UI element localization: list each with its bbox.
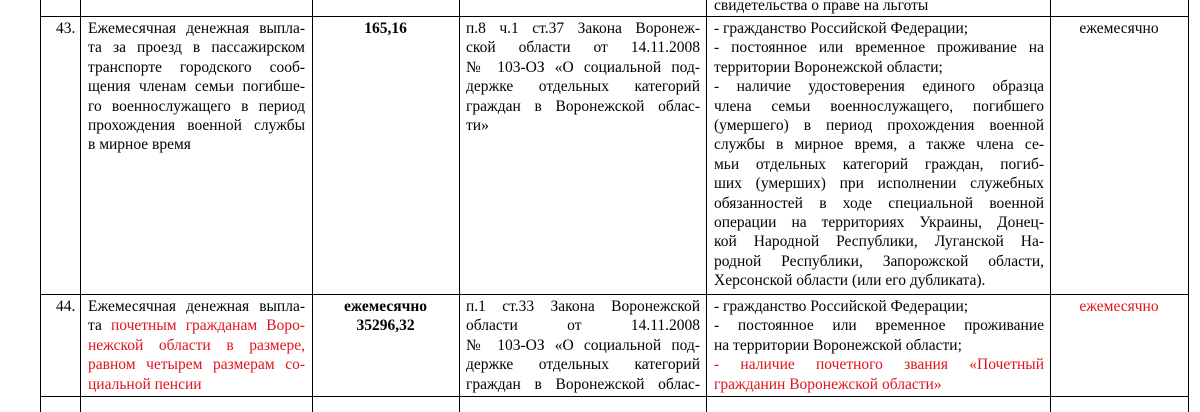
previous-row-conditions-fragment: свидетельства о праве на льготы (714, 0, 929, 14)
row-border-bottom (40, 396, 1188, 397)
row-44-legal-basis: п.1 ст.33 Закона Воронежской области от 14.11.2008 № 103-ОЗ «О социальной под- держке отдельных категорий граждан в Воронежской облас- (466, 298, 700, 393)
row-43-conditions: - гражданство Российской Федерации; - постоянное или временное проживание на территории Воронежской области; - наличие удостоверения единого образца члена семьи военнослужащего, погибшего (умершего) в период прохождения военной службы в мирное время, а также члена се- мьи отдельных категорий граждан, погиб- ших (умерших) при исполнении служебных обязанностей в ходе специальной военной операции на территориях Украины, Донец- кой Народной Республики, Луганской На- родной Республики, Запорожской области, Херсонской области (или его дубликата). (714, 20, 1044, 290)
row-43-legal-basis: п.8 ч.1 ст.37 Закона Воронеж- ской области от 14.11.2008 № 103-ОЗ «О социальной под- держке отдельных категорий граждан в Воронежской облас- ти» (466, 20, 700, 135)
row-43-number: 43. (56, 20, 76, 37)
col-divider-name (312, 0, 313, 412)
row-44-amount: ежемесячно 35296,32 (343, 298, 428, 335)
row-border-middle (40, 294, 1188, 295)
row-44-number: 44. (56, 298, 76, 315)
row-border-top (40, 16, 1188, 17)
row-44-conditions: - гражданство Российской Федерации; - постоянное или временное проживание на территории Воронежской области; - наличие почетного звания «Почетный гражданин Воронежской области» (714, 298, 1044, 393)
col-divider-num (80, 0, 81, 412)
row-43-benefit-name: Ежемесячная денежная выпла- та за проезд в пассажирском транспорте городского сооб- щения членам семьи погибше- го военнослужащего в период прохождения военной службы в мирное время (88, 20, 305, 154)
col-divider-law (706, 0, 707, 412)
row-43-amount: 165,16 (364, 20, 407, 37)
col-divider-conditions (1050, 0, 1051, 412)
table-border-left (40, 0, 41, 412)
row-43-periodicity: ежемесячно (1079, 20, 1159, 37)
row-44-periodicity: ежемесячно (1079, 298, 1159, 315)
row-44-benefit-name: Ежемесячная денежная выпла- та почетным гражданам Воро- нежской области в размере, равном четырем размерам со- циальной пенсии (88, 298, 306, 393)
table-border-right (1188, 0, 1189, 412)
col-divider-amount (459, 0, 460, 412)
